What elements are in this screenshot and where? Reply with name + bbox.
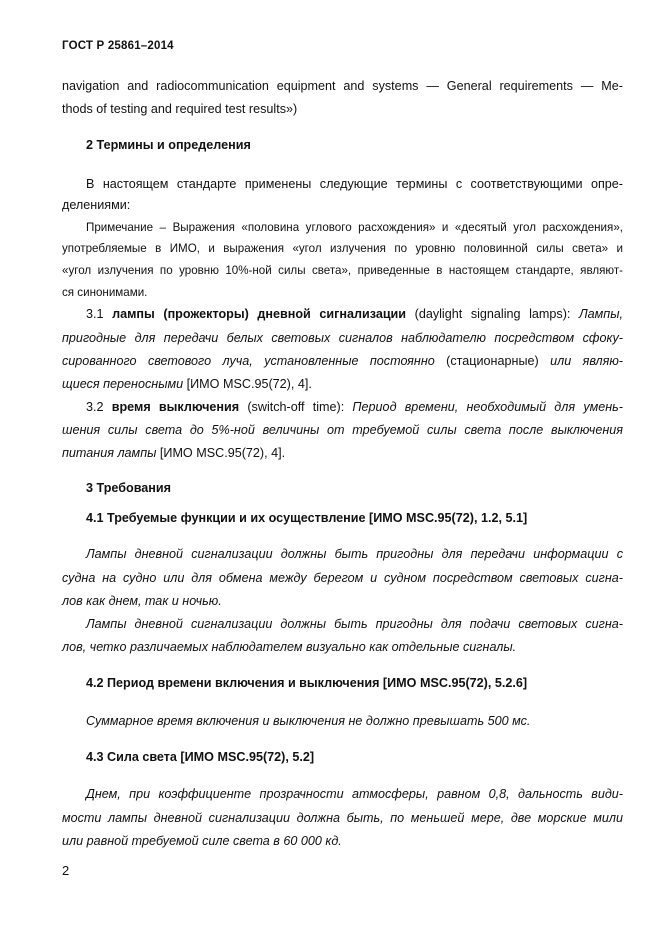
subsection-4-3-para-line-1: Днем, при коэффициенте прозрачности атмосферы, равном 0,8, дальность види- <box>86 787 623 801</box>
term-3-1-definition-start: Лампы, <box>579 307 623 321</box>
term-3-2-english: (switch-off time): <box>239 400 353 414</box>
term-3-2-line-3-a: питания лампы <box>62 446 157 460</box>
term-3-2-line-3 <box>62 445 285 461</box>
subsection-4-3-para-line-2: мости лампы дневной сигнализации должна быть, по меньшей мере, две морские мили <box>62 811 623 825</box>
term-3-1-english: (daylight signaling lamps): <box>406 307 580 321</box>
subsection-4-3-para-line-3: или равной требуемой силе света в 60 000 кд. <box>62 834 342 848</box>
term-3-2-line-2: шения силы света до 5%-ной величины от требуемой силы света после выключения <box>62 423 623 437</box>
section-3-heading: 3 Требования <box>86 481 171 495</box>
subsection-4-1-heading: 4.1 Требуемые функции и их осуществление [ИМО MSC.95(72), 1.2, 5.1] <box>86 511 528 525</box>
subsection-4-1-para-1-line-1: Лампы дневной сигнализации должны быть пригодны для передачи информации с <box>86 547 623 561</box>
subsection-4-2-para: Суммарное время включения и выключения не должно превышать 500 мс. <box>86 714 531 728</box>
note-line-3: «угол излучения по уровню 10%-ной силы света», приведенные в настоящем стандарте, являют- <box>62 264 623 277</box>
term-3-2-definition-start: Период времени, необходимый для умень- <box>352 400 623 414</box>
section-2-heading: 2 Термины и определения <box>86 138 251 152</box>
term-3-1-term: лампы (прожекторы) дневной сигнализации <box>112 307 407 321</box>
note-line-2: употребляемые в ИМО, и выражения «угол излучения по уровню половинной силы света» и <box>62 242 623 255</box>
subsection-4-3-heading: 4.3 Сила света [ИМО MSC.95(72), 5.2] <box>86 750 315 764</box>
term-3-1-line-4 <box>62 376 312 392</box>
term-3-1-line-3 <box>62 353 623 369</box>
term-3-2-term: время выключения <box>111 400 240 414</box>
term-3-1-reference: [ИМО MSC.95(72), 4]. <box>183 377 312 391</box>
subsection-4-2-heading: 4.2 Период времени включения и выключения [ИМО MSC.95(72), 5.2.6] <box>86 676 528 690</box>
subsection-4-1-para-2-line-2: лов, четко различаемых наблюдателем визуально как отдельные сигналы. <box>62 640 517 654</box>
term-3-2-reference: [ИМО MSC.95(72), 4]. <box>156 446 286 460</box>
page-number: 2 <box>62 863 70 878</box>
term-3-1-line-3-a: сированного светового луча, установленные постоянно <box>62 354 435 368</box>
term-3-2-line-1 <box>86 399 623 415</box>
term-3-1-line-1 <box>86 306 623 322</box>
subsection-4-1-para-1-line-2: судна на судно или для обмена между берегом и судном посредством световых сигна- <box>62 571 623 585</box>
section-2-para-line-1: В настоящем стандарте применены следующие термины с соответствующими опре- <box>86 177 623 191</box>
term-3-1-number: 3.1 <box>86 307 113 321</box>
section-2-para-line-2: делениями: <box>62 198 131 212</box>
subsection-4-1-para-2-line-1: Лампы дневной сигнализации должны быть пригодны для подачи световых сигна- <box>86 617 623 631</box>
term-3-1-line-3-b: (стационарные) <box>434 354 551 368</box>
term-3-1-line-3-c: или являю- <box>550 354 623 368</box>
term-3-1-line-2: пригодные для передачи белых световых сигналов наблюдателю посредством сфоку- <box>62 331 623 345</box>
note-line-1: Примечание – Выражения «половина углового расхождения» и «десятый угол расхождения», <box>86 221 623 234</box>
note-line-4: ся синонимами. <box>62 286 148 299</box>
term-3-1-line-4-a: щиеся переносными <box>62 377 184 391</box>
intro-line-2: thods of testing and required test results») <box>62 102 298 116</box>
document-header: ГОСТ Р 25861–2014 <box>62 40 174 52</box>
term-3-2-number: 3.2 <box>86 400 112 414</box>
intro-line-1: navigation and radiocommunication equipment and systems — General requirements — Me- <box>62 79 623 93</box>
subsection-4-1-para-1-line-3: лов как днем, так и ночью. <box>62 594 222 608</box>
